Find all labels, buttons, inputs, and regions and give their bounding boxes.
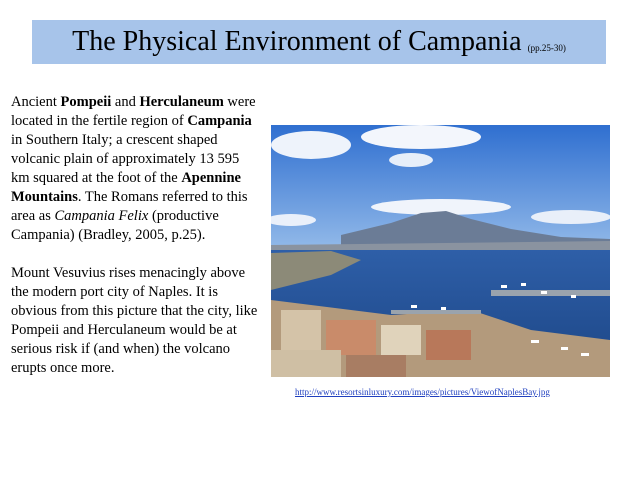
title-page-reference: (pp.25-30) — [527, 43, 566, 53]
naples-bay-photo — [271, 125, 610, 377]
bold-campania: Campania — [187, 113, 252, 129]
title-bar — [32, 20, 606, 64]
slide-title: The Physical Environment of Campania — [72, 26, 522, 57]
text-run: Ancient — [11, 94, 61, 110]
text-run: (productive Campania) (Bradley, 2005, p.25). — [11, 208, 219, 243]
body-text — [11, 93, 261, 397]
text-run: . The Romans referred to this area as — [11, 189, 248, 224]
paragraph-vesuvius: Mount Vesuvius rises menacingly above the modern port city of Naples. It is obvious from this picture that the city, like Pompeii and Herculaneum would be at serious risk if (and when) the volcano erupts once more. — [11, 265, 258, 376]
bold-pompeii: Pompeii — [60, 94, 112, 110]
text-run: were located in the fertile region of — [11, 94, 256, 129]
image-source-link[interactable]: http://www.resortsinluxury.com/images/pictures/ViewofNaplesBay.jpg — [295, 387, 550, 397]
italic-campania-felix: Campania Felix — [54, 208, 149, 224]
text-run: in Southern Italy; a crescent shaped volcanic plain of approximately 13 595 km squared at the foot of the — [11, 132, 240, 186]
bold-apennine: Apennine Mountains — [11, 170, 241, 205]
text-run: and — [111, 94, 140, 110]
paragraph-campania — [11, 93, 261, 245]
bold-herculaneum: Herculaneum — [139, 94, 224, 110]
